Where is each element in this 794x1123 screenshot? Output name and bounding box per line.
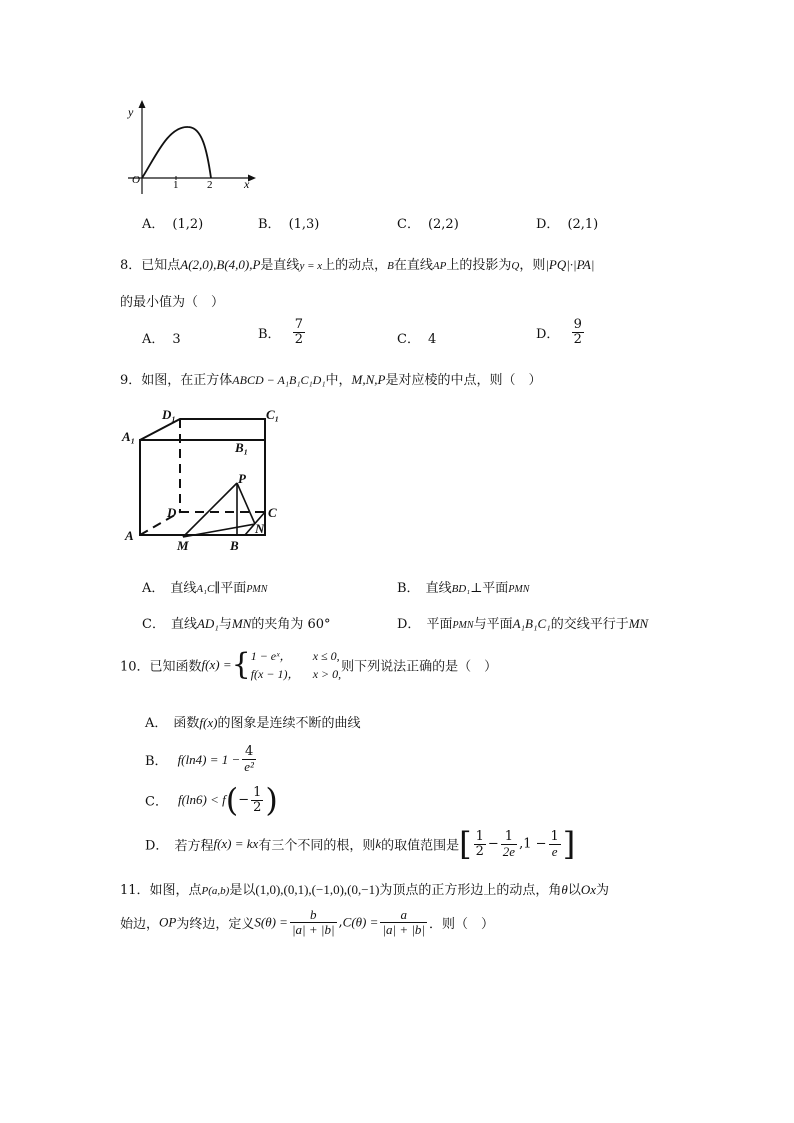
q7-option-a-label: A． — [142, 217, 165, 232]
q9-option-d-label: D． — [397, 617, 421, 632]
q8-point-q: Q — [511, 260, 520, 272]
label-c1: C₁ — [266, 407, 280, 422]
frac — [501, 830, 517, 859]
q9-option-a-label: A． — [142, 581, 165, 596]
q9-math: MN — [628, 616, 649, 631]
q11-math: P(a,b) — [201, 885, 230, 897]
q8-option-b-label: B． — [258, 327, 281, 342]
label-a1: A₁ — [122, 429, 136, 444]
frac-num: a — [380, 908, 427, 923]
frac-num: b — [290, 908, 337, 923]
q8-option-d[interactable] — [536, 318, 586, 347]
label-a: A — [125, 528, 134, 543]
q11-text: 以 — [567, 883, 581, 898]
q10-text: 的图象是连续不断的曲线 — [217, 716, 361, 731]
frac-den: 2 — [294, 332, 303, 347]
q9-math: AD₁ — [196, 616, 219, 631]
q9-text: 平面 — [426, 617, 453, 632]
cube-top-edges — [140, 419, 265, 440]
q9-cube: ABCD − A₁B₁C₁D₁ — [232, 373, 326, 387]
graph-y-label: y — [128, 105, 134, 119]
q10-text: 若方程 — [174, 838, 214, 854]
frac-den: 2e — [502, 843, 516, 859]
q9-math: PMN — [508, 584, 530, 595]
q8-stem-line2: 的最小值为（ ） — [120, 295, 225, 310]
q10-option-c[interactable] — [145, 781, 278, 819]
q9-math: A₁C — [196, 583, 215, 595]
q10-option-c-label: C． — [145, 794, 168, 810]
q10-math: f(x) = kx — [213, 836, 259, 851]
cube-figure — [120, 405, 290, 555]
bracket-right: ] — [562, 825, 576, 863]
q10-option-a[interactable] — [145, 712, 360, 731]
q9-option-b[interactable] — [397, 577, 529, 596]
q10-text: 的取值范围是 — [381, 838, 460, 854]
q8-option-b-fraction — [293, 318, 305, 347]
q9-text: 9．如图，在正方体 — [120, 373, 233, 388]
function-graph — [110, 98, 270, 198]
frac-num: 1 — [253, 784, 262, 800]
frac-den: 2 — [475, 843, 484, 859]
frac-num: 1 — [501, 830, 517, 845]
q11-text: 是以 — [229, 883, 256, 898]
frac-den: 2 — [253, 799, 262, 815]
frac-num: 1 — [550, 828, 559, 844]
q10-option-a-label: A． — [145, 716, 168, 731]
q9-option-a[interactable] — [142, 577, 267, 596]
q8-option-a[interactable] — [142, 328, 181, 347]
q8-text: 上的动点， — [322, 258, 388, 273]
q10-text: 则下列说法正确的是（ ） — [341, 659, 498, 675]
q7-option-d[interactable] — [536, 213, 598, 232]
q8-option-c-value: 4 — [427, 332, 437, 347]
graph-y-arrow — [139, 100, 146, 108]
q9-text: 与 — [218, 617, 232, 632]
frac-num: 4 — [242, 745, 256, 760]
q10-text: ,1 − — [519, 836, 547, 852]
q10-option-d-label: D． — [145, 838, 169, 854]
q10-fx: f(x) = — [201, 657, 232, 672]
q10-math: f(x) — [199, 715, 218, 730]
q9-math: MN — [231, 616, 252, 631]
frac-den: e — [551, 843, 558, 859]
q8-option-d-fraction — [572, 318, 584, 347]
q9-text: 是对应棱的中点，则（ ） — [385, 373, 542, 388]
q9-stem — [120, 369, 542, 388]
label-b: B — [230, 538, 239, 553]
q7-option-d-label: D． — [536, 217, 560, 232]
q7-option-b-value: (1,3) — [288, 217, 320, 232]
q10-text: 10．已知函数 — [120, 659, 202, 675]
q8-stem-line1 — [120, 254, 594, 273]
q8-expression: |PQ|·|PA| — [545, 257, 595, 272]
q10-minus: − — [487, 836, 499, 852]
label-p: P — [238, 471, 246, 486]
label-d1: D₁ — [162, 407, 176, 422]
q10-option-b-label: B． — [145, 754, 168, 769]
q9-math: A₁B₁C₁ — [512, 616, 551, 631]
paren-right: ) — [265, 781, 278, 819]
q9-text: ∥平面 — [214, 581, 247, 596]
frac-den: 2 — [573, 332, 582, 347]
q9-text: 中， — [325, 373, 352, 388]
q9-text: ⊥平面 — [470, 581, 509, 596]
q7-option-c-value: (2,2) — [427, 217, 459, 232]
q11-text: ．则（ ） — [429, 917, 495, 932]
q11-text: 为顶点的正方形边上的动点，角 — [379, 883, 562, 898]
q11-text: 始边， — [120, 917, 160, 932]
q7-option-b[interactable] — [258, 213, 319, 232]
q8-option-a-value: 3 — [172, 332, 181, 347]
q11-text: 11．如图，点 — [120, 883, 202, 898]
q8-option-c-label: C． — [397, 332, 420, 347]
q11-text: , — [338, 915, 343, 930]
paren-left: ( — [225, 781, 239, 819]
q9-text: 直线 — [425, 581, 452, 596]
q7-option-d-value: (2,1) — [567, 217, 599, 232]
q8-option-a-label: A． — [142, 332, 165, 347]
q9-math: BD₁ — [451, 583, 471, 595]
q10-piece1: 1 − eˣ， — [250, 649, 292, 663]
q8-points: A(2,0),B(4,0),P — [180, 257, 261, 272]
label-d: D — [167, 505, 177, 520]
label-c: C — [268, 505, 277, 520]
q9-text: 直线 — [170, 581, 197, 596]
q11-math: C(θ) = — [342, 914, 379, 930]
q7-option-a[interactable] — [142, 213, 203, 232]
q8-line-eq: y = x — [299, 260, 323, 272]
q9-text: 与平面 — [473, 617, 513, 632]
q9-points: M,N,P — [351, 372, 386, 387]
q9-option-c[interactable] — [142, 613, 331, 632]
q10-cond2: x > 0, — [312, 667, 342, 681]
q11-text: 为 — [596, 883, 610, 898]
q11-stem-line2 — [120, 908, 494, 937]
q9-math: PMN — [452, 620, 474, 631]
q9-math: PMN — [246, 584, 268, 595]
frac — [474, 830, 486, 859]
label-b1: B₁ — [235, 440, 249, 455]
graph-curve — [142, 127, 211, 178]
frac-num: 9 — [573, 317, 582, 332]
frac-den: e² — [244, 759, 254, 774]
graph-tick-label-2: 2 — [207, 179, 213, 191]
q10-option-b-fraction — [242, 745, 256, 774]
q11-s-fraction — [290, 908, 337, 937]
label-n: N — [255, 521, 265, 536]
q7-option-c-label: C． — [397, 217, 420, 232]
q11-math: (1,0),(0,1),(−1,0),(0,−1) — [255, 882, 380, 897]
frac — [549, 830, 561, 859]
q10-text: 函数 — [173, 716, 200, 731]
q7-option-a-value: (1,2) — [172, 217, 204, 232]
q11-c-fraction — [380, 908, 427, 937]
q8-option-b[interactable] — [258, 318, 307, 347]
q8-option-d-label: D． — [536, 327, 560, 342]
q11-stem-line1 — [120, 879, 609, 898]
q8-text: 在直线 — [393, 258, 433, 273]
graph-tick-label-1: 1 — [173, 179, 179, 191]
q9-text: 直线 — [170, 617, 197, 632]
q7-option-b-label: B． — [258, 217, 281, 232]
q11-math: θ — [561, 882, 568, 897]
q11-math: Ox — [580, 882, 596, 897]
q10-option-c-fraction — [251, 786, 263, 815]
frac-num: 7 — [294, 317, 303, 332]
q7-option-c[interactable] — [397, 213, 459, 232]
q11-math: OP — [159, 914, 177, 930]
q10-stem — [120, 647, 497, 683]
bracket-left: [ — [459, 825, 472, 863]
q10-math: f(ln6) < f — [177, 792, 226, 807]
q11-math: S(θ) = — [254, 914, 288, 930]
q8-text: 8．已知点 — [120, 258, 181, 273]
q8-text: 是直线 — [260, 258, 300, 273]
label-m: M — [177, 538, 189, 553]
q9-option-b-label: B． — [397, 581, 420, 596]
q10-math: f(ln4) = 1 − — [177, 751, 241, 767]
q10-option-b[interactable] — [145, 745, 258, 774]
q9-option-c-label: C． — [142, 617, 165, 632]
graph-origin-label: O — [132, 174, 140, 186]
q10-minus: − — [238, 792, 250, 808]
q8-option-c[interactable] — [397, 328, 436, 347]
q9-text: 的交线平行于 — [550, 617, 629, 632]
frac-den: |a| + |b| — [291, 922, 335, 937]
q10-option-d[interactable] — [145, 825, 576, 863]
graph-x-label: x — [244, 177, 250, 191]
q10-brace: { — [231, 647, 251, 682]
q10-piece2: f(x − 1)， — [250, 667, 300, 681]
frac-den: |a| + |b| — [382, 922, 425, 937]
q10-cond1: x ≤ 0, — [312, 649, 340, 663]
line-pn — [237, 483, 255, 524]
q10-text: 有三个不同的根，则 — [258, 838, 376, 854]
q10-pieces — [251, 647, 341, 683]
frac-num: 1 — [475, 828, 484, 844]
q8-line-ap: AP — [432, 260, 447, 272]
q8-point-b: B — [387, 260, 394, 272]
q9-text: 的夹角为 60° — [251, 617, 331, 632]
q8-text: ，则 — [519, 258, 546, 273]
q11-text: 为终边，定义 — [176, 917, 255, 932]
q8-text: 上的投影为 — [446, 258, 512, 273]
q9-option-d[interactable] — [397, 613, 648, 632]
q10-math: k — [375, 836, 382, 851]
